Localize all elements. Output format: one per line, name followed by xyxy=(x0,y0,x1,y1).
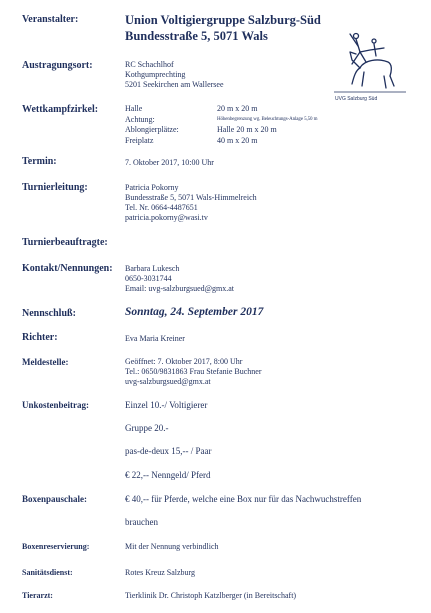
kontakt-value xyxy=(125,264,234,294)
meldestelle-line: Tel.: 0650/9831863 Frau Stefanie Buchner xyxy=(125,367,262,376)
termin-label: Termin: xyxy=(22,156,57,167)
veranstalter-label: Veranstalter: xyxy=(22,14,79,25)
unkosten-line: € 22,-- Nenngeld/ Pferd xyxy=(125,470,211,480)
austragungsort-line: 5201 Seekirchen am Wallersee xyxy=(125,80,224,89)
nennschluss-value: Sonntag, 24. September 2017 xyxy=(125,306,264,318)
kontakt-line: Email: uvg-salzburgsued@gmx.at xyxy=(125,284,234,293)
nennschluss-label: Nennschluß: xyxy=(22,308,76,319)
termin-value: 7. Oktober 2017, 10:00 Uhr xyxy=(125,158,214,167)
austragungsort-value xyxy=(125,60,224,90)
unkosten-label: Unkostenbeitrag: xyxy=(22,400,89,410)
wettkampfzirkel-key: Halle xyxy=(125,104,143,113)
turnierbeauftragte-label: Turnierbeauftragte: xyxy=(22,237,108,248)
wettkampfzirkel-value: Höhenbegrenzung wg. Beleuchtungs-Anlage 5,50 m xyxy=(217,116,318,122)
meldestelle-line: Geöffnet: 7. Oktober 2017, 8:00 Uhr xyxy=(125,357,243,366)
unkosten-line: pas-de-deux 15,-- / Paar xyxy=(125,446,212,456)
richter-value: Eva Maria Kreiner xyxy=(125,334,185,343)
turnierleitung-line: Tel. Nr. 0664-4487651 xyxy=(125,203,198,212)
wettkampfzirkel-key: Achtung: xyxy=(125,114,155,124)
austragungsort-line: Kothgumprechting xyxy=(125,70,186,79)
unkosten-line: Einzel 10.-/ Voltigierer xyxy=(125,400,208,410)
austragungsort-line: RC Schachlhof xyxy=(125,60,174,69)
wettkampfzirkel-value: 20 m x 20 m xyxy=(217,104,258,113)
boxenpauschale-line: brauchen xyxy=(125,517,158,527)
kontakt-label: Kontakt/Nennungen: xyxy=(22,263,113,274)
turnierleitung-line: Patricia Pokorny xyxy=(125,183,179,192)
vaulting-logo-icon xyxy=(330,20,410,100)
boxenreservierung-value: Mit der Nennung verbindlich xyxy=(125,542,219,551)
sanitaet-value: Rotes Kreuz Salzburg xyxy=(125,568,196,577)
meldestelle-value xyxy=(125,357,262,387)
richter-label: Richter: xyxy=(22,332,58,343)
turnierleitung-line: patricia.pokorny@wasi.tv xyxy=(125,213,208,222)
kontakt-line: 0650-3031744 xyxy=(125,274,172,283)
meldestelle-line: uvg-salzburgsued@gmx.at xyxy=(125,377,211,386)
austragungsort-label: Austragungsort: xyxy=(22,60,93,71)
veranstalter-address: Bundesstraße 5, 5071 Wals xyxy=(125,29,268,43)
tierarzt-value: Tierklinik Dr. Christoph Katzlberger (in Bereitschaft) xyxy=(125,591,297,600)
wettkampfzirkel-value: 40 m x 20 m xyxy=(217,135,258,145)
wettkampfzirkel-value: Halle 20 m x 20 m xyxy=(217,125,277,134)
meldestelle-label: Meldestelle: xyxy=(22,357,69,367)
veranstalter-name: Union Voltigiergruppe Salzburg-Süd xyxy=(125,13,321,27)
boxenpauschale-label: Boxenpauschale: xyxy=(22,494,88,504)
boxenpauschale-line: € 40,-- für Pferde, welche eine Box nur für das Nachwuchstreffen xyxy=(125,494,362,504)
wettkampfzirkel-key: Ablongierplätze: xyxy=(125,125,179,134)
turnierleitung-value xyxy=(125,183,257,223)
turnierleitung-line: Bundesstraße 5, 5071 Wals-Himmelreich xyxy=(125,193,257,202)
turnierleitung-label: Turnierleitung: xyxy=(22,182,88,193)
kontakt-line: Barbara Lukesch xyxy=(125,264,180,273)
sanitaet-label: Sanitätsdienst: xyxy=(22,568,73,577)
logo-caption: UVG Salzburg Süd xyxy=(335,96,378,102)
unkosten-line: Gruppe 20.- xyxy=(125,423,169,433)
boxenreservierung-label: Boxenreservierung: xyxy=(22,542,90,551)
wettkampfzirkel-label: Wettkampfzirkel: xyxy=(22,104,99,115)
wettkampfzirkel-key: Freiplatz xyxy=(125,135,154,145)
tierarzt-label: Tierarzt: xyxy=(22,591,53,600)
